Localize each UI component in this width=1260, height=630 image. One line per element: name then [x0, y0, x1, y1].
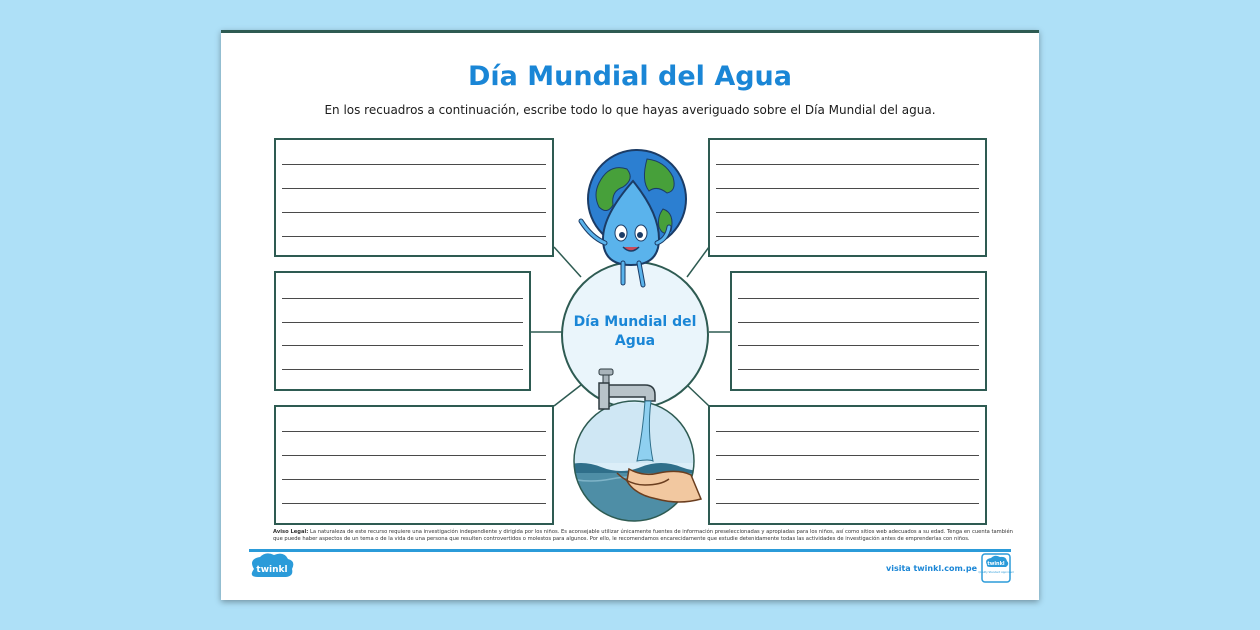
writing-line: [282, 164, 546, 165]
writing-line: [738, 322, 979, 323]
legal-notice: [273, 529, 1013, 543]
writing-line: [716, 236, 979, 237]
writing-line: [716, 188, 979, 189]
writing-line: [282, 431, 546, 432]
center-label: Día Mundial del Agua: [573, 314, 697, 349]
logo-text: twinkl: [256, 565, 288, 575]
instructions-text: En los recuadros a continuación, escribe todo lo que hayas averiguado sobre el Día Mundial del agua.: [324, 103, 936, 117]
writing-line: [716, 455, 979, 456]
writing-line: [282, 322, 523, 323]
writing-box-bottom-left[interactable]: [274, 405, 554, 525]
writing-line: [282, 345, 523, 346]
worksheet-page: [221, 30, 1039, 600]
page-title: Día Mundial del Agua: [467, 61, 792, 92]
legal-text: La naturaleza de este recurso requiere una investigación independiente y dirigida por los niños. Es aconsejable utilizar únicamente fuentes de información preseleccionadas y apropiadas para los niños, así como sitios web adecuados a su edad. Tenga en cuenta también que puede haber aspectos de un tema o de la vida de una persona que resulten controvertidos o molestos para algunos. Por ello, le recomendamos encarecidamente que estudie detenidamente todas las actividades de investigación antes de emprenderlas con niños.: [273, 529, 1013, 542]
writing-line: [282, 236, 546, 237]
badge-text: twinkl: [987, 561, 1005, 567]
writing-line: [282, 455, 546, 456]
writing-line: [282, 503, 546, 504]
writing-box-top-right[interactable]: [708, 138, 987, 257]
writing-line: [738, 345, 979, 346]
writing-line: [282, 188, 546, 189]
writing-line: [716, 431, 979, 432]
writing-line: [716, 164, 979, 165]
writing-line: [716, 212, 979, 213]
writing-box-top-left[interactable]: [274, 138, 554, 257]
writing-line: [282, 369, 523, 370]
legal-label: Aviso Legal:: [273, 529, 309, 535]
writing-line: [716, 503, 979, 504]
visit-website-link[interactable]: visita twinkl.com.pe: [886, 564, 977, 573]
tap-water-hands-illustration: [561, 363, 711, 523]
writing-box-middle-left[interactable]: [274, 271, 531, 391]
globe-water-drop-illustration: [571, 151, 691, 291]
writing-line: [738, 369, 979, 370]
writing-box-middle-right[interactable]: [730, 271, 987, 391]
badge-subtext: Quality Standard Approved: [978, 571, 1014, 574]
twinkl-logo-icon[interactable]: [248, 553, 296, 581]
writing-line: [282, 479, 546, 480]
writing-line: [738, 298, 979, 299]
writing-box-bottom-right[interactable]: [708, 405, 987, 525]
footer-divider: [249, 549, 1011, 552]
writing-line: [282, 298, 523, 299]
quality-badge-icon: [978, 553, 1014, 583]
writing-line: [716, 479, 979, 480]
writing-line: [282, 212, 546, 213]
